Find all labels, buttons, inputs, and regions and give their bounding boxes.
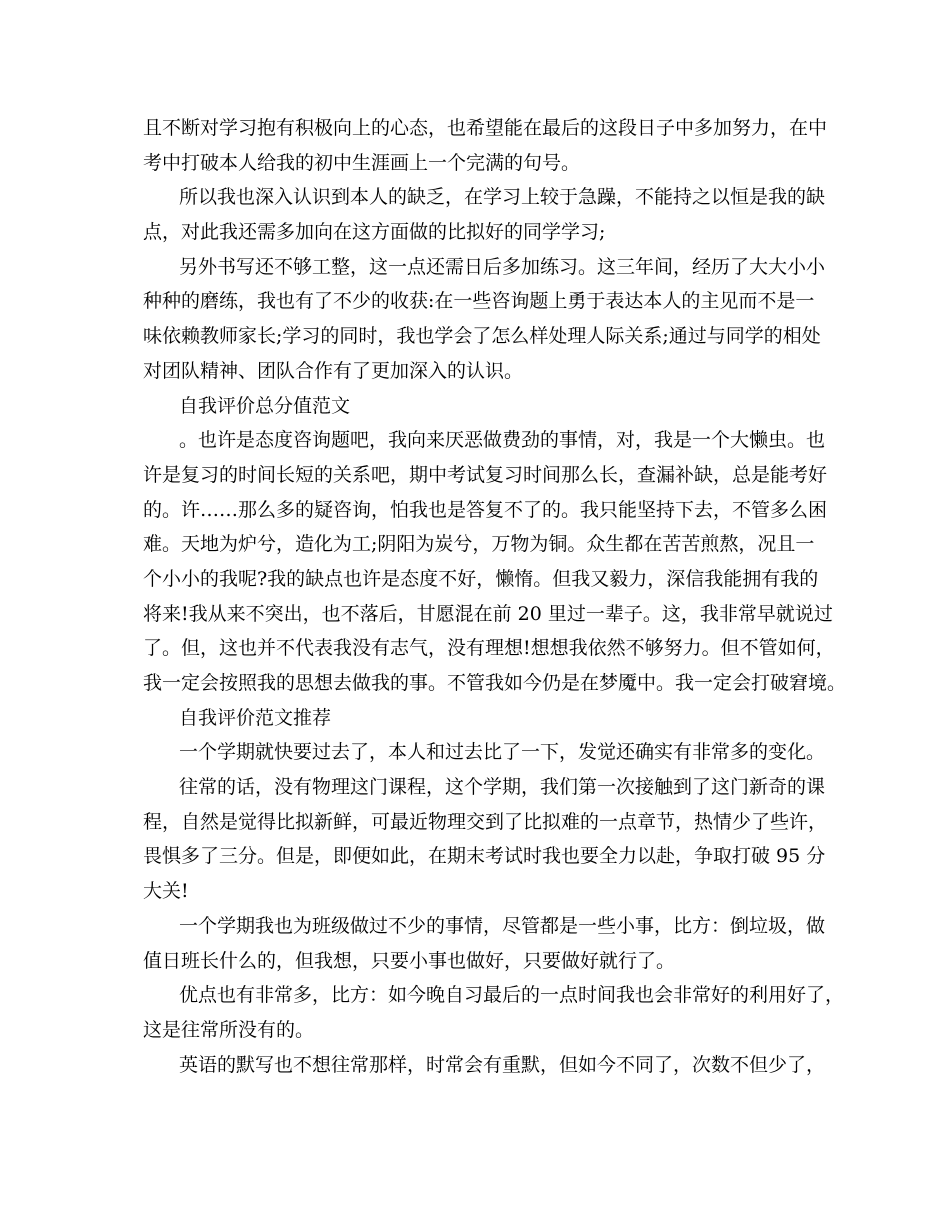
- section-heading: 自我评价总分值范文: [179, 394, 351, 417]
- text-line: 点，对此我还需多加向在这方面做的比拟好的同学学习;: [143, 221, 606, 244]
- text-line: 往常的话，没有物理这门课程，这个学期，我们第一次接触到了这门新奇的课: [179, 776, 826, 799]
- document-body: [143, 111, 847, 1082]
- text-line: 将来!我从来不突出，也不落后，甘愿混在前 20 里过一辈子。这，我非常早就说过: [143, 602, 833, 625]
- text-line: 种种的磨练，我也有了不少的收获:在一些咨询题上勇于表达本人的主见而不是一: [143, 290, 815, 313]
- text-line: 畏惧多了三分。但是，即便如此，在期末考试时我也要全力以赴，争取打破 95 分: [143, 845, 826, 868]
- text-line: 且不断对学习抱有积极向上的心态，也希望能在最后的这段日子中多加努力，在中: [143, 117, 828, 139]
- text-line: 我一定会按照我的思想去做我的事。不管我如今仍是在梦魇中。我一定会打破窘境。: [143, 672, 847, 694]
- text-line: 对团队精神、团队合作有了更加深入的认识。: [143, 359, 524, 382]
- text-line: 另外书写还不够工整，这一点还需日后多加练习。这三年间，经历了大大小小: [179, 255, 826, 278]
- text-line: 许是复习的时间长短的关系吧，期中考试复习时间那么长，查漏补缺，总是能考好: [143, 463, 828, 486]
- text-line: 优点也有非常多，比方：如今晚自习最后的一点时间我也会非常好的利用好了，: [179, 984, 845, 1007]
- text-line: 所以我也深入认识到本人的缺乏，在学习上较于急躁，不能持之以恒是我的缺: [179, 186, 826, 209]
- text-line: 。也许是态度咨询题吧，我向来厌恶做费劲的事情，对，我是一个大懒虫。也: [179, 429, 826, 452]
- text-line: 英语的默写也不想往常那样，时常会有重默，但如今不同了，次数不但少了，: [179, 1053, 826, 1076]
- text-line: 一个学期就快要过去了，本人和过去比了一下，发觉还确实有非常多的变化。: [179, 741, 826, 764]
- text-line: 这是往常所没有的。: [143, 1018, 315, 1041]
- text-line: 考中打破本人给我的初中生涯画上一个完满的句号。: [143, 151, 581, 174]
- text-line: 味依赖教师家长;学习的同时，我也学会了怎么样处理人际关系;通过与同学的相处: [143, 325, 821, 348]
- text-line: 程，自然是觉得比拟新鲜，可最近物理交到了比拟难的一点章节，热情少了些许，: [143, 810, 828, 833]
- text-line: 大关!: [143, 880, 189, 903]
- text-line: 的。许……那么多的疑咨询，怕我也是答复不了的。我只能坚持下去，不管多么困: [143, 498, 828, 521]
- text-line: 了。但，这也并不代表我没有志气，没有理想!想想我依然不够努力。但不管如何，: [143, 637, 835, 660]
- text-line: 一个学期我也为班级做过不少的事情，尽管都是一些小事，比方：倒垃圾，做: [179, 914, 826, 937]
- text-line: 个小小的我呢?我的缺点也许是态度不好，懒惰。但我又毅力，深信我能拥有我的: [143, 567, 819, 590]
- text-line: 难。天地为炉兮，造化为工;阴阳为炭兮，万物为铜。众生都在苦苦煎熬，况且一: [143, 533, 815, 556]
- text-line: 值日班长什么的，但我想，只要小事也做好，只要做好就行了。: [143, 949, 676, 972]
- section-heading: 自我评价范文推荐: [179, 706, 332, 729]
